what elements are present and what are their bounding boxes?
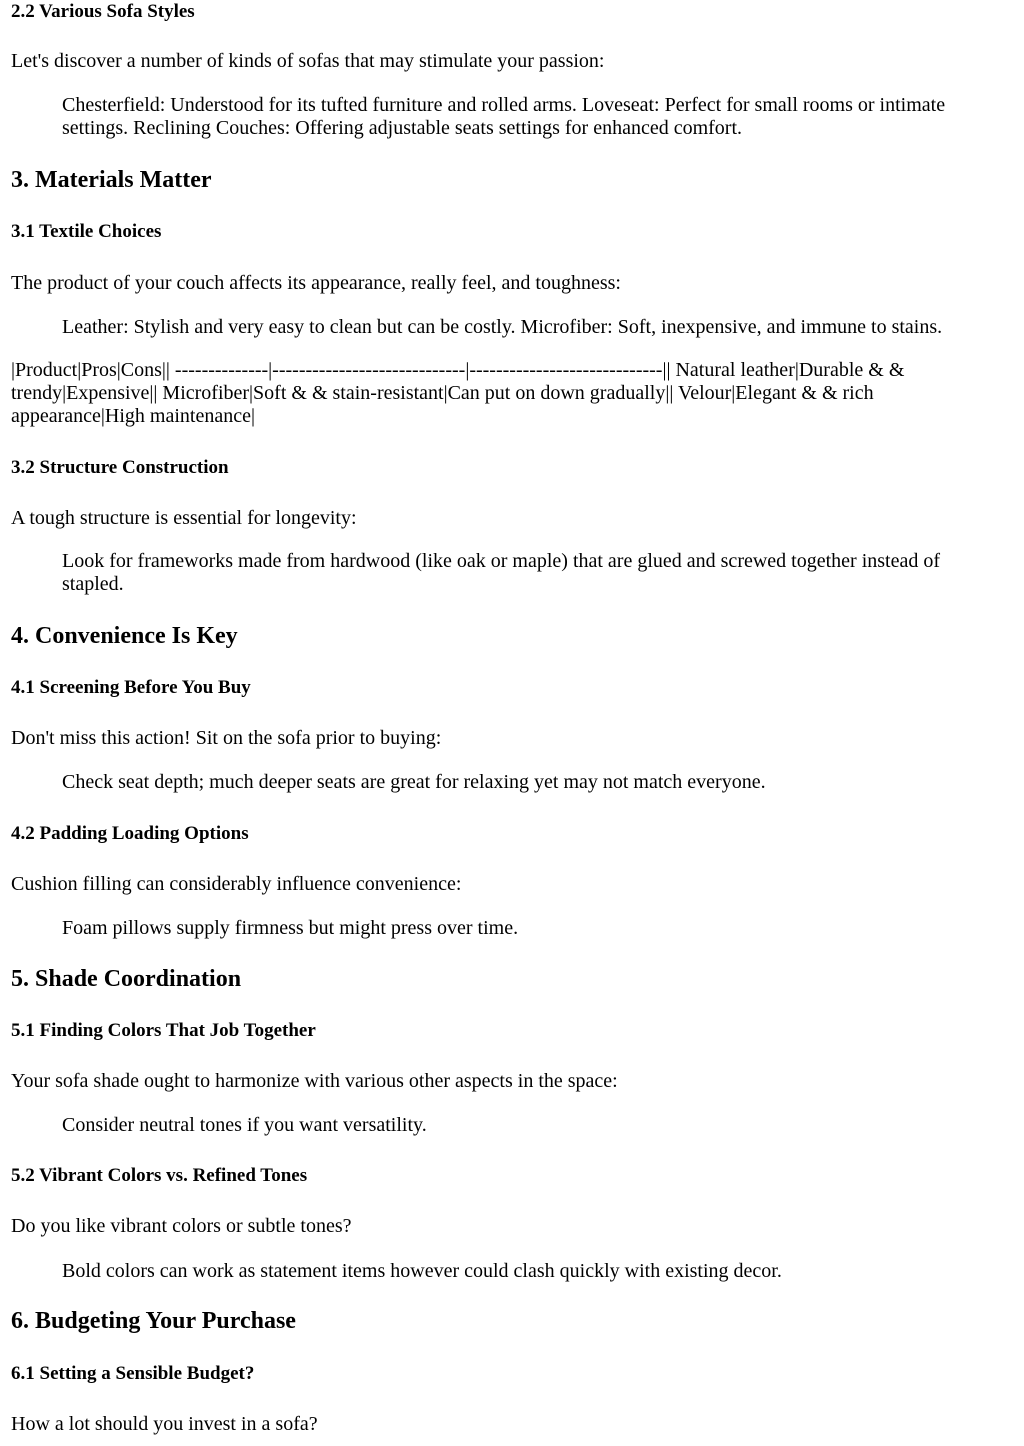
heading-5-1: 5.1 Finding Colors That Job Together	[11, 1020, 316, 1041]
heading-6-1: 6.1 Setting a Sensible Budget?	[11, 1363, 255, 1384]
blockquote-padding: Foam pillows supply firmness but might press over time.	[62, 917, 519, 939]
heading-4-2: 4.2 Padding Loading Options	[11, 823, 249, 844]
heading-3-materials: 3. Materials Matter	[11, 167, 212, 193]
blockquote-structure: Look for frameworks made from hardwood (like oak or maple) that are glued and screwed together instead of stapled.	[62, 550, 941, 595]
paragraph-padding-intro: Cushion filling can considerably influence convenience:	[11, 873, 462, 895]
blockquote-textile: Leather: Stylish and very easy to clean but can be costly. Microfiber: Soft, inexpensive, and immune to stains.	[62, 316, 943, 338]
paragraph-structure-intro: A tough structure is essential for longevity:	[11, 507, 357, 529]
heading-5-2: 5.2 Vibrant Colors vs. Refined Tones	[11, 1165, 308, 1186]
paragraph-budget-intro: How a lot should you invest in a sofa?	[11, 1413, 318, 1435]
blockquote-sofa-styles: Chesterfield: Understood for its tufted furniture and rolled arms. Loveseat: Perfect for small rooms or intimate settings. Reclining Couches: Offering adjustable seats settings for enhanced comfort.	[62, 94, 946, 139]
paragraph-vibrant-intro: Do you like vibrant colors or subtle tones?	[11, 1215, 352, 1237]
paragraph-sofa-styles-intro: Let's discover a number of kinds of sofas that may stimulate your passion:	[11, 50, 605, 72]
paragraph-materials-table-text: |Product|Pros|Cons|| --------------|-----------------------------|-----------------------------|| Natural leather|Durable & & trendy|Expensive|| Microfiber|Soft & & stain-resistant|Can put on down gradually|| Velour|Elegant & & rich appearance|High maintenance|	[11, 359, 905, 427]
heading-2-2: 2.2 Various Sofa Styles	[11, 1, 195, 22]
paragraph-textile-intro: The product of your couch affects its appearance, really feel, and toughness:	[11, 272, 621, 294]
blockquote-screening: Check seat depth; much deeper seats are great for relaxing yet may not match everyone.	[62, 771, 766, 793]
heading-3-1: 3.1 Textile Choices	[11, 221, 162, 242]
heading-6-budgeting: 6. Budgeting Your Purchase	[11, 1308, 296, 1334]
paragraph-colors-intro: Your sofa shade ought to harmonize with various other aspects in the space:	[11, 1070, 618, 1092]
heading-4-convenience: 4. Convenience Is Key	[11, 623, 238, 649]
paragraph-screening-intro: Don't miss this action! Sit on the sofa prior to buying:	[11, 727, 442, 749]
heading-3-2: 3.2 Structure Construction	[11, 457, 229, 478]
blockquote-vibrant: Bold colors can work as statement items however could clash quickly with existing decor.	[62, 1260, 782, 1282]
heading-4-1: 4.1 Screening Before You Buy	[11, 677, 251, 698]
heading-5-shade: 5. Shade Coordination	[11, 966, 242, 992]
blockquote-colors: Consider neutral tones if you want versatility.	[62, 1114, 427, 1136]
